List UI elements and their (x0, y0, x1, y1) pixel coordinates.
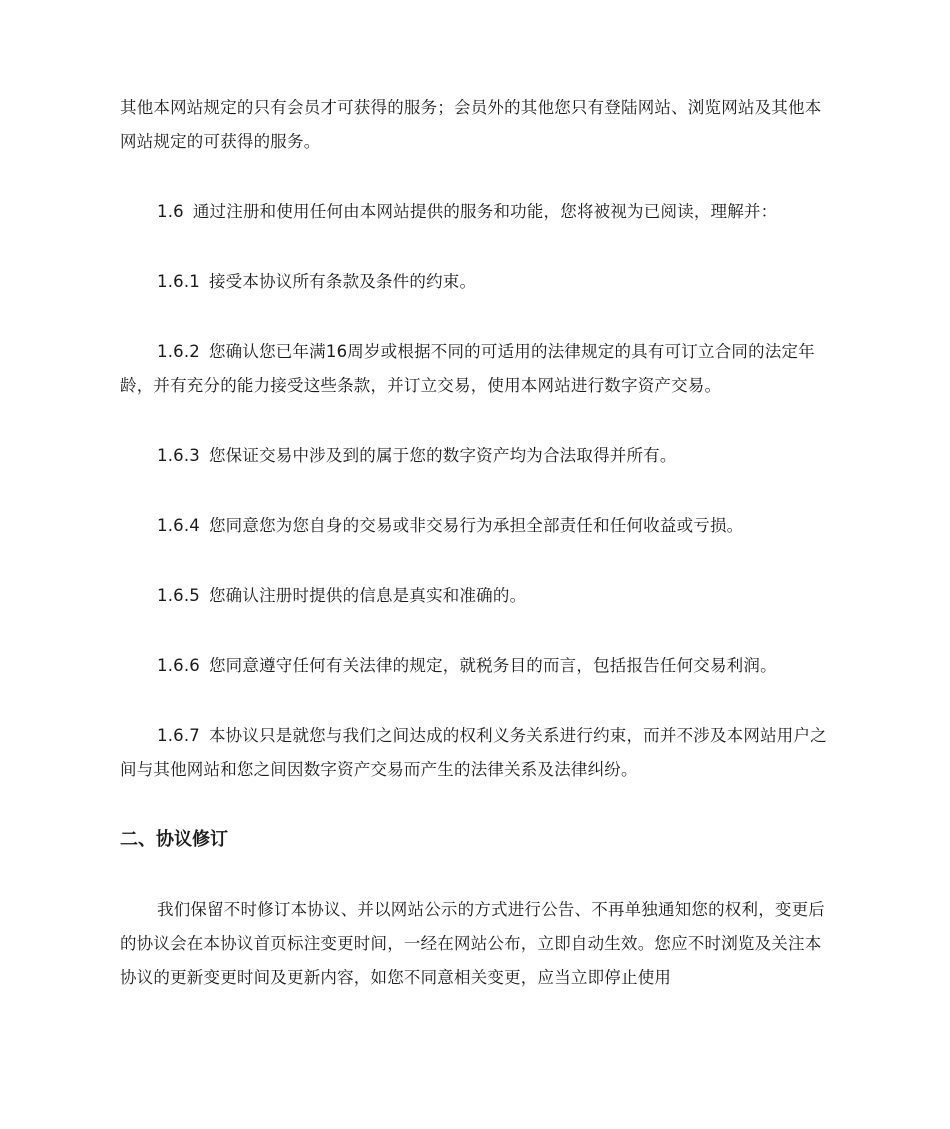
clause-text: 您确认注册时提供的信息是真实和准确的。 (208, 586, 527, 605)
clause-text: 您保证交易中涉及到的属于您的数字资产均为合法取得并所有。 (208, 446, 677, 465)
clause-text: 您同意遵守任何有关法律的规定，就税务目的而言，包括报告任何交易利润。 (208, 656, 777, 675)
clause-number: 1.6.1 (157, 272, 200, 291)
clause-1-6-3 (120, 439, 830, 473)
clause-1-6-2 (120, 335, 830, 403)
clause-1-6-7 (120, 719, 830, 787)
clause-number: 1.6.4 (157, 516, 200, 535)
section-2-body: 我们保留不时修订本协议、并以网站公示的方式进行公告、不再单独通知您的权利，变更后的协议会在本协议首页标注变更时间，一经在网站公布，立即自动生效。您应不时浏览及关注本协议的更新变更时间及更新内容，如您不同意相关变更，应当立即停止使用 (120, 900, 825, 987)
section-2-heading: 二、协议修订 (120, 829, 228, 850)
clause-text: 您同意您为您自身的交易或非交易行为承担全部责任和任何收益或亏损。 (208, 516, 744, 535)
clause-number: 1.6.6 (157, 656, 200, 675)
clause-number: 1.6.3 (157, 446, 200, 465)
clause-number: 1.6.7 (157, 726, 200, 745)
clause-text: 通过注册和使用任何由本网站提供的服务和功能，您将被视为已阅读，理解并： (192, 202, 778, 221)
clause-number: 1.6 (157, 202, 184, 221)
clause-1-6-4 (120, 509, 830, 543)
clause-1-6-6 (120, 649, 830, 683)
clause-1-6 (120, 195, 830, 229)
clause-number: 1.6.2 (157, 342, 200, 361)
clause-number: 1.6.5 (157, 586, 200, 605)
clause-text: 本协议只是就您与我们之间达成的权利义务关系进行约束，而并不涉及本网站用户之间与其他网站和您之间因数字资产交易而产生的法律关系及法律纠纷。 (120, 726, 827, 779)
clause-text: 接受本协议所有条款及条件的约束。 (208, 272, 477, 291)
clause-1-6-1 (120, 265, 830, 299)
clause-text: 您确认您已年满16周岁或根据不同的可适用的法律规定的具有可订立合同的法定年龄，并有充分的能力接受这些条款，并订立交易，使用本网站进行数字资产交易。 (120, 342, 815, 395)
clause-1-6-5 (120, 579, 830, 613)
intro-tail-paragraph: 其他本网站规定的只有会员才可获得的服务；会员外的其他您只有登陆网站、浏览网站及其他本网站规定的可获得的服务。 (120, 98, 822, 151)
